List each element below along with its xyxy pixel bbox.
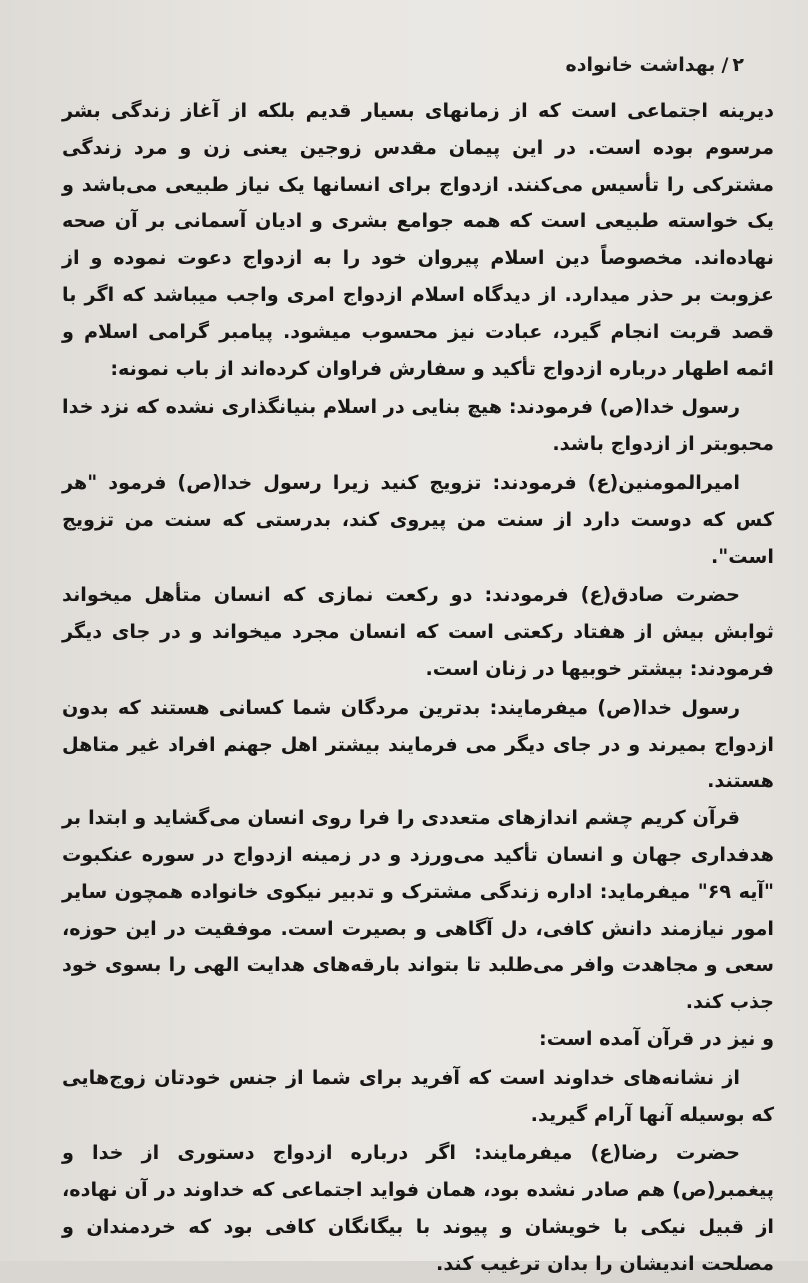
paragraph-hadith-amir: امیرالمومنین(ع) فرمودند: تزویج کنید زیرا رسول خدا(ص) فرمود "هر کس که دوست دارد از سنت من پیروی کند، بدرستی که سنت من تزویج است". (62, 470, 774, 568)
header-separator: / (721, 54, 729, 76)
paragraph-hadith-reza: حضرت رضا(ع) میفرمایند: اگر درباره ازدواج دستوری از خدا و پیغمبر(ص) هم صادر نشده بود، همان فواید اجتماعی که خداوند در آن نهاده، از قبیل نیکی با خویشان و پیوند با بیگانگان کافی بود که خردمندان و مصلحت اندیشان را بدان ترغیب کند. (62, 1141, 774, 1275)
running-header (566, 54, 745, 76)
page-number: ۲ (732, 54, 744, 76)
paragraph-hadith-prophet-2: رسول خدا(ص) میفرمایند: بدترین مردگان شما کسانی هستند که بدون ازدواج بمیرند و در جای دیگر می فرمایند بیشتر اهل جهنم افراد غیر متاهل هستند. (62, 695, 774, 793)
paragraph-quran: قرآن کریم چشم اندازهای متعددی را فرا روی انسان می‌گشاید و ابتدا بر هدفداری جهان و انسان تأکید می‌ورزد و در زمینه ازدواج در سوره عنکبوت "آیه ۶۹" میفرماید: اداره زندگی مشترک و تدبیر نیکوی خانواده همچون سایر امور نیازمند دانش کافی، دل آگاهی و بصیرت است. موفقیت در این حوزه، سعی و مجاهدت وافر می‌طلبد تا بتواند بارقه‌های هدایت الهی را بسوی خود جذب کند. (62, 806, 774, 1014)
paragraph-quran-verse: از نشانه‌های خداوند است که آفرید برای شما از جنس خودتان زوج‌هایی که بوسیله آنها آرام گیرید. (62, 1065, 774, 1126)
paragraph-hadith-sadiq: حضرت صادق(ع) فرمودند: دو رکعت نمازی که انسان متأهل میخواند ثوابش بیش از هفتاد رکعتی است که انسان مجرد میخواند و در جای دیگر فرمودند: بیشتر خوبیها در زنان است. (62, 583, 774, 680)
paragraph-hadith-prophet: رسول خدا(ص) فرمودند: هیچ بنایی در اسلام بنیانگذاری نشده که نزد خدا محبوبتر از ازدواج باشد. (62, 395, 774, 456)
body-text (62, 93, 774, 1283)
paragraph-intro: دیرینه اجتماعی است که از زمانهای بسیار قدیم بلکه از آغاز زندگی بشر مرسوم بوده است. در این پیمان مقدس زوجین یعنی زن و مرد زندگی مشترکی را تأسیس می‌کنند. ازدواج برای انسانها یک نیاز طبیعی می‌باشد و یک خواسته طبیعی است که همه جوامع بشری و ادیان آسمانی بر آن صحه نهاده‌اند. مخصوصاً دین اسلام پیروان خود را به ازدواج دعوت نموده و از عزوبت بر حذر میدارد. از دیدگاه اسلام ازدواج امری واجب میباشد که اگر با قصد قربت انجام گیرد، عبادت نیز محسوب میشود. پیامبر گرامی اسلام و ائمه اطهار درباره ازدواج تأکید و سفارش فراوان کرده‌اند از باب نمونه: (62, 99, 774, 380)
chapter-title: بهداشت خانواده (565, 54, 716, 76)
paragraph-quran-intro: و نیز در قرآن آمده است: (539, 1026, 774, 1050)
